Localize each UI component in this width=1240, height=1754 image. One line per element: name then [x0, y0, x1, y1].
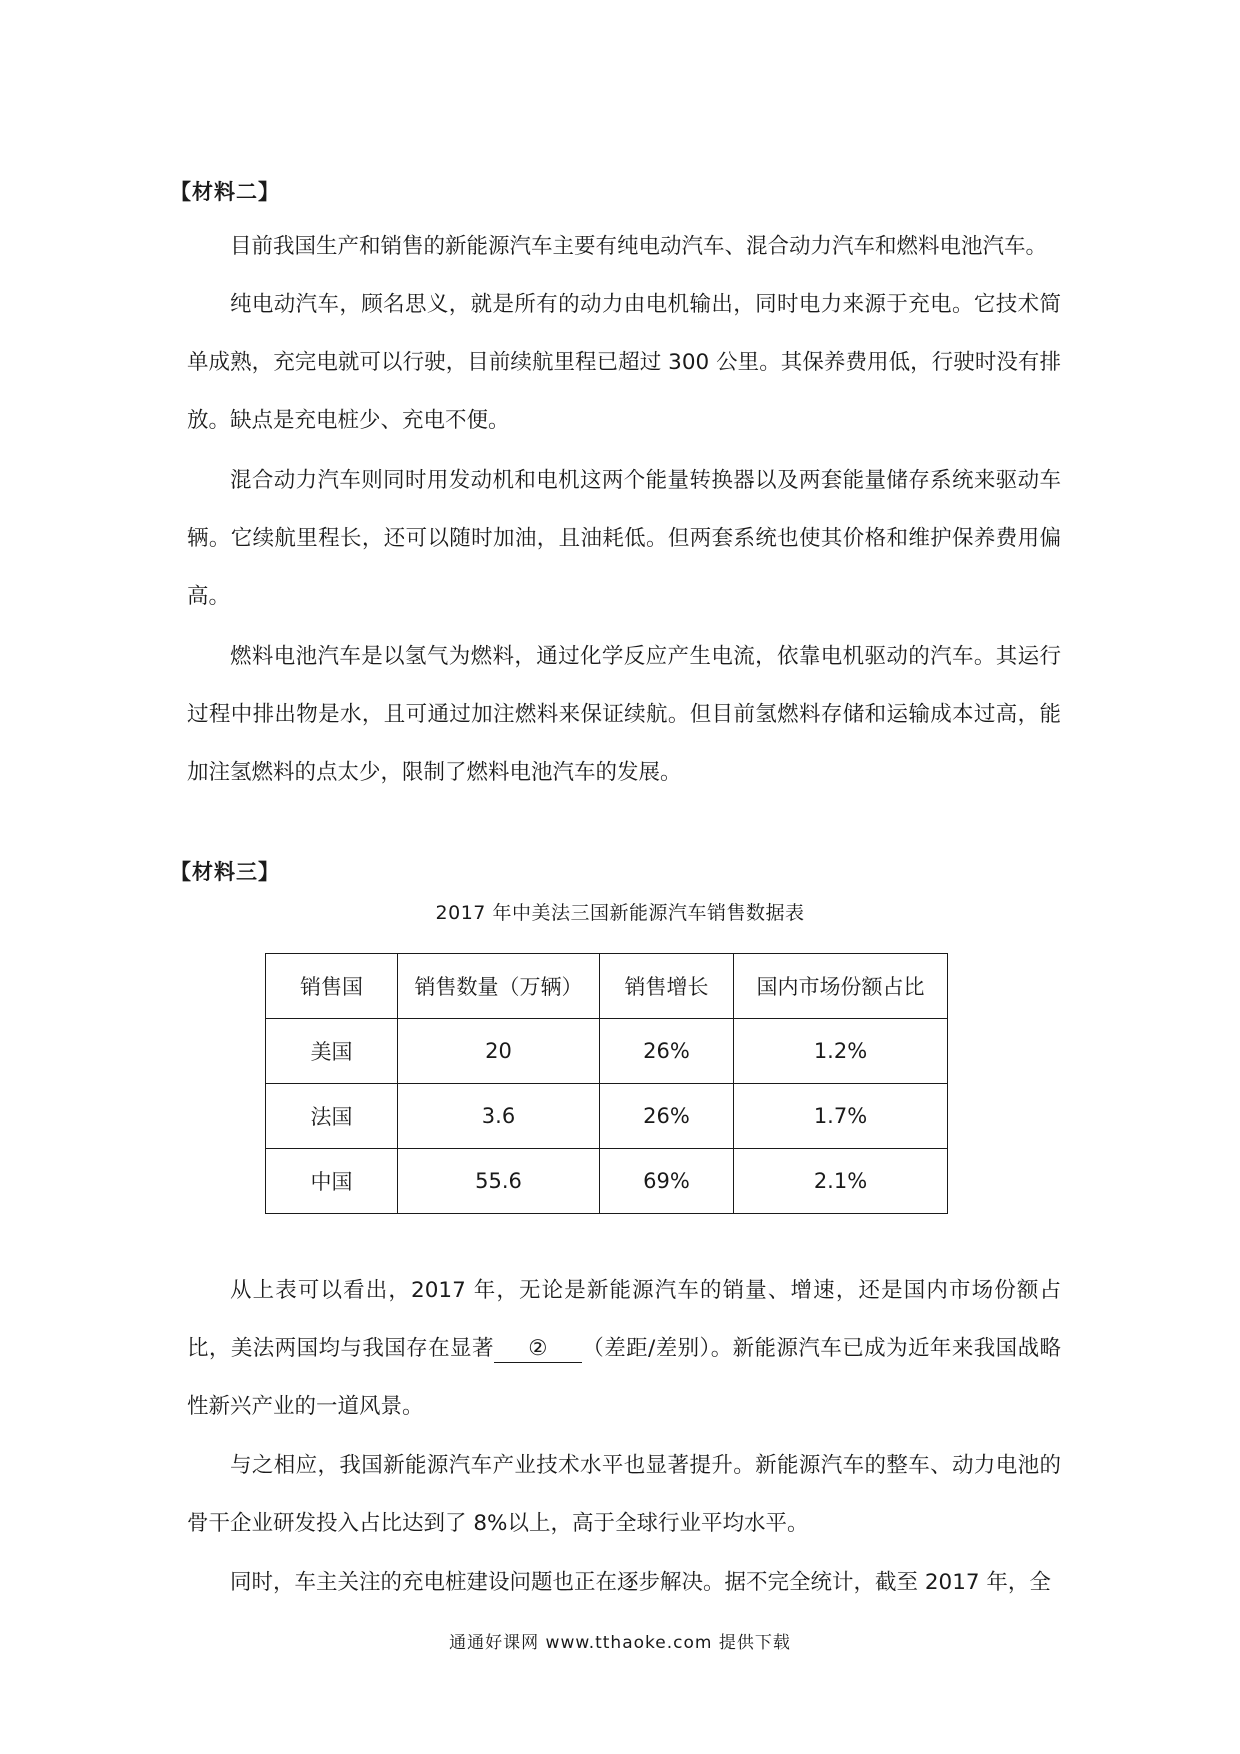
paragraph-fuel-cell: 燃料电池汽车是以氢气为燃料，通过化学反应产生电流，依靠电机驱动的汽车。其运行过程中排出物是水，且可通过加注燃料来保证续航。但目前氢燃料存储和运输成本过高，能加注氢燃料的点太少，限制了燃料电池汽车的发展。	[187, 644, 1061, 785]
paragraph-hybrid: 混合动力汽车则同时用发动机和电机这两个能量转换器以及两套能量储存系统来驱动车辆。它续航里程长，还可以随时加油，且油耗低。但两套系统也使其价格和维护保养费用偏高。	[187, 468, 1061, 609]
material-two-heading: 【材料二】	[170, 180, 280, 204]
table-header-row	[266, 954, 948, 1019]
analysis-text-before: 从上表可以看出，2017 年，无论是新能源汽车的销量、增速，还是国内市场份额占比，美法两国均与我国存在显著	[187, 1278, 1061, 1361]
material-three-heading: 【材料三】	[170, 860, 280, 884]
table-cell: 26%	[600, 1019, 734, 1084]
table-cell: 中国	[266, 1149, 398, 1214]
table-row	[266, 1019, 948, 1084]
table-cell: 2.1%	[734, 1149, 948, 1214]
table-cell: 3.6	[398, 1084, 600, 1149]
table-header-cell: 销售数量（万辆）	[398, 954, 600, 1019]
table-cell: 法国	[266, 1084, 398, 1149]
fill-in-blank: ②	[494, 1336, 582, 1363]
paragraph-ev-types: 目前我国生产和销售的新能源汽车主要有纯电动汽车、混合动力汽车和燃料电池汽车。	[230, 234, 1048, 259]
table-header-cell: 国内市场份额占比	[734, 954, 948, 1019]
table-cell: 美国	[266, 1019, 398, 1084]
analysis-text-after: （差距/差别）。新能源汽车已成为近年来我国战略性新兴产业的一道风景。	[187, 1336, 1061, 1419]
table-header-cell: 销售增长	[600, 954, 734, 1019]
table-header-cell: 销售国	[266, 954, 398, 1019]
paragraph-charging-piles: 同时，车主关注的充电桩建设问题也正在逐步解决。据不完全统计，截至 2017 年，全	[230, 1570, 1051, 1595]
table-cell: 69%	[600, 1149, 734, 1214]
table-cell: 1.2%	[734, 1019, 948, 1084]
paragraph-table-analysis	[187, 1262, 1061, 1436]
table-row	[266, 1149, 948, 1214]
paragraph-pure-electric: 纯电动汽车，顾名思义，就是所有的动力由电机输出，同时电力来源于充电。它技术简单成熟，充完电就可以行驶，目前续航里程已超过 300 公里。其保养费用低，行驶时没有排放。缺点是充电桩少、充电不便。	[187, 292, 1061, 433]
table-cell: 55.6	[398, 1149, 600, 1214]
sales-data-table	[265, 953, 948, 1214]
table-cell: 1.7%	[734, 1084, 948, 1149]
table-cell: 26%	[600, 1084, 734, 1149]
page-footer: 通通好课网 www.tthaoke.com 提供下载	[449, 1633, 791, 1653]
table-caption: 2017 年中美法三国新能源汽车销售数据表	[435, 902, 805, 924]
table-cell: 20	[398, 1019, 600, 1084]
paragraph-rd-investment: 与之相应，我国新能源汽车产业技术水平也显著提升。新能源汽车的整车、动力电池的骨干企业研发投入占比达到了 8%以上，高于全球行业平均水平。	[187, 1453, 1061, 1536]
table-row	[266, 1084, 948, 1149]
